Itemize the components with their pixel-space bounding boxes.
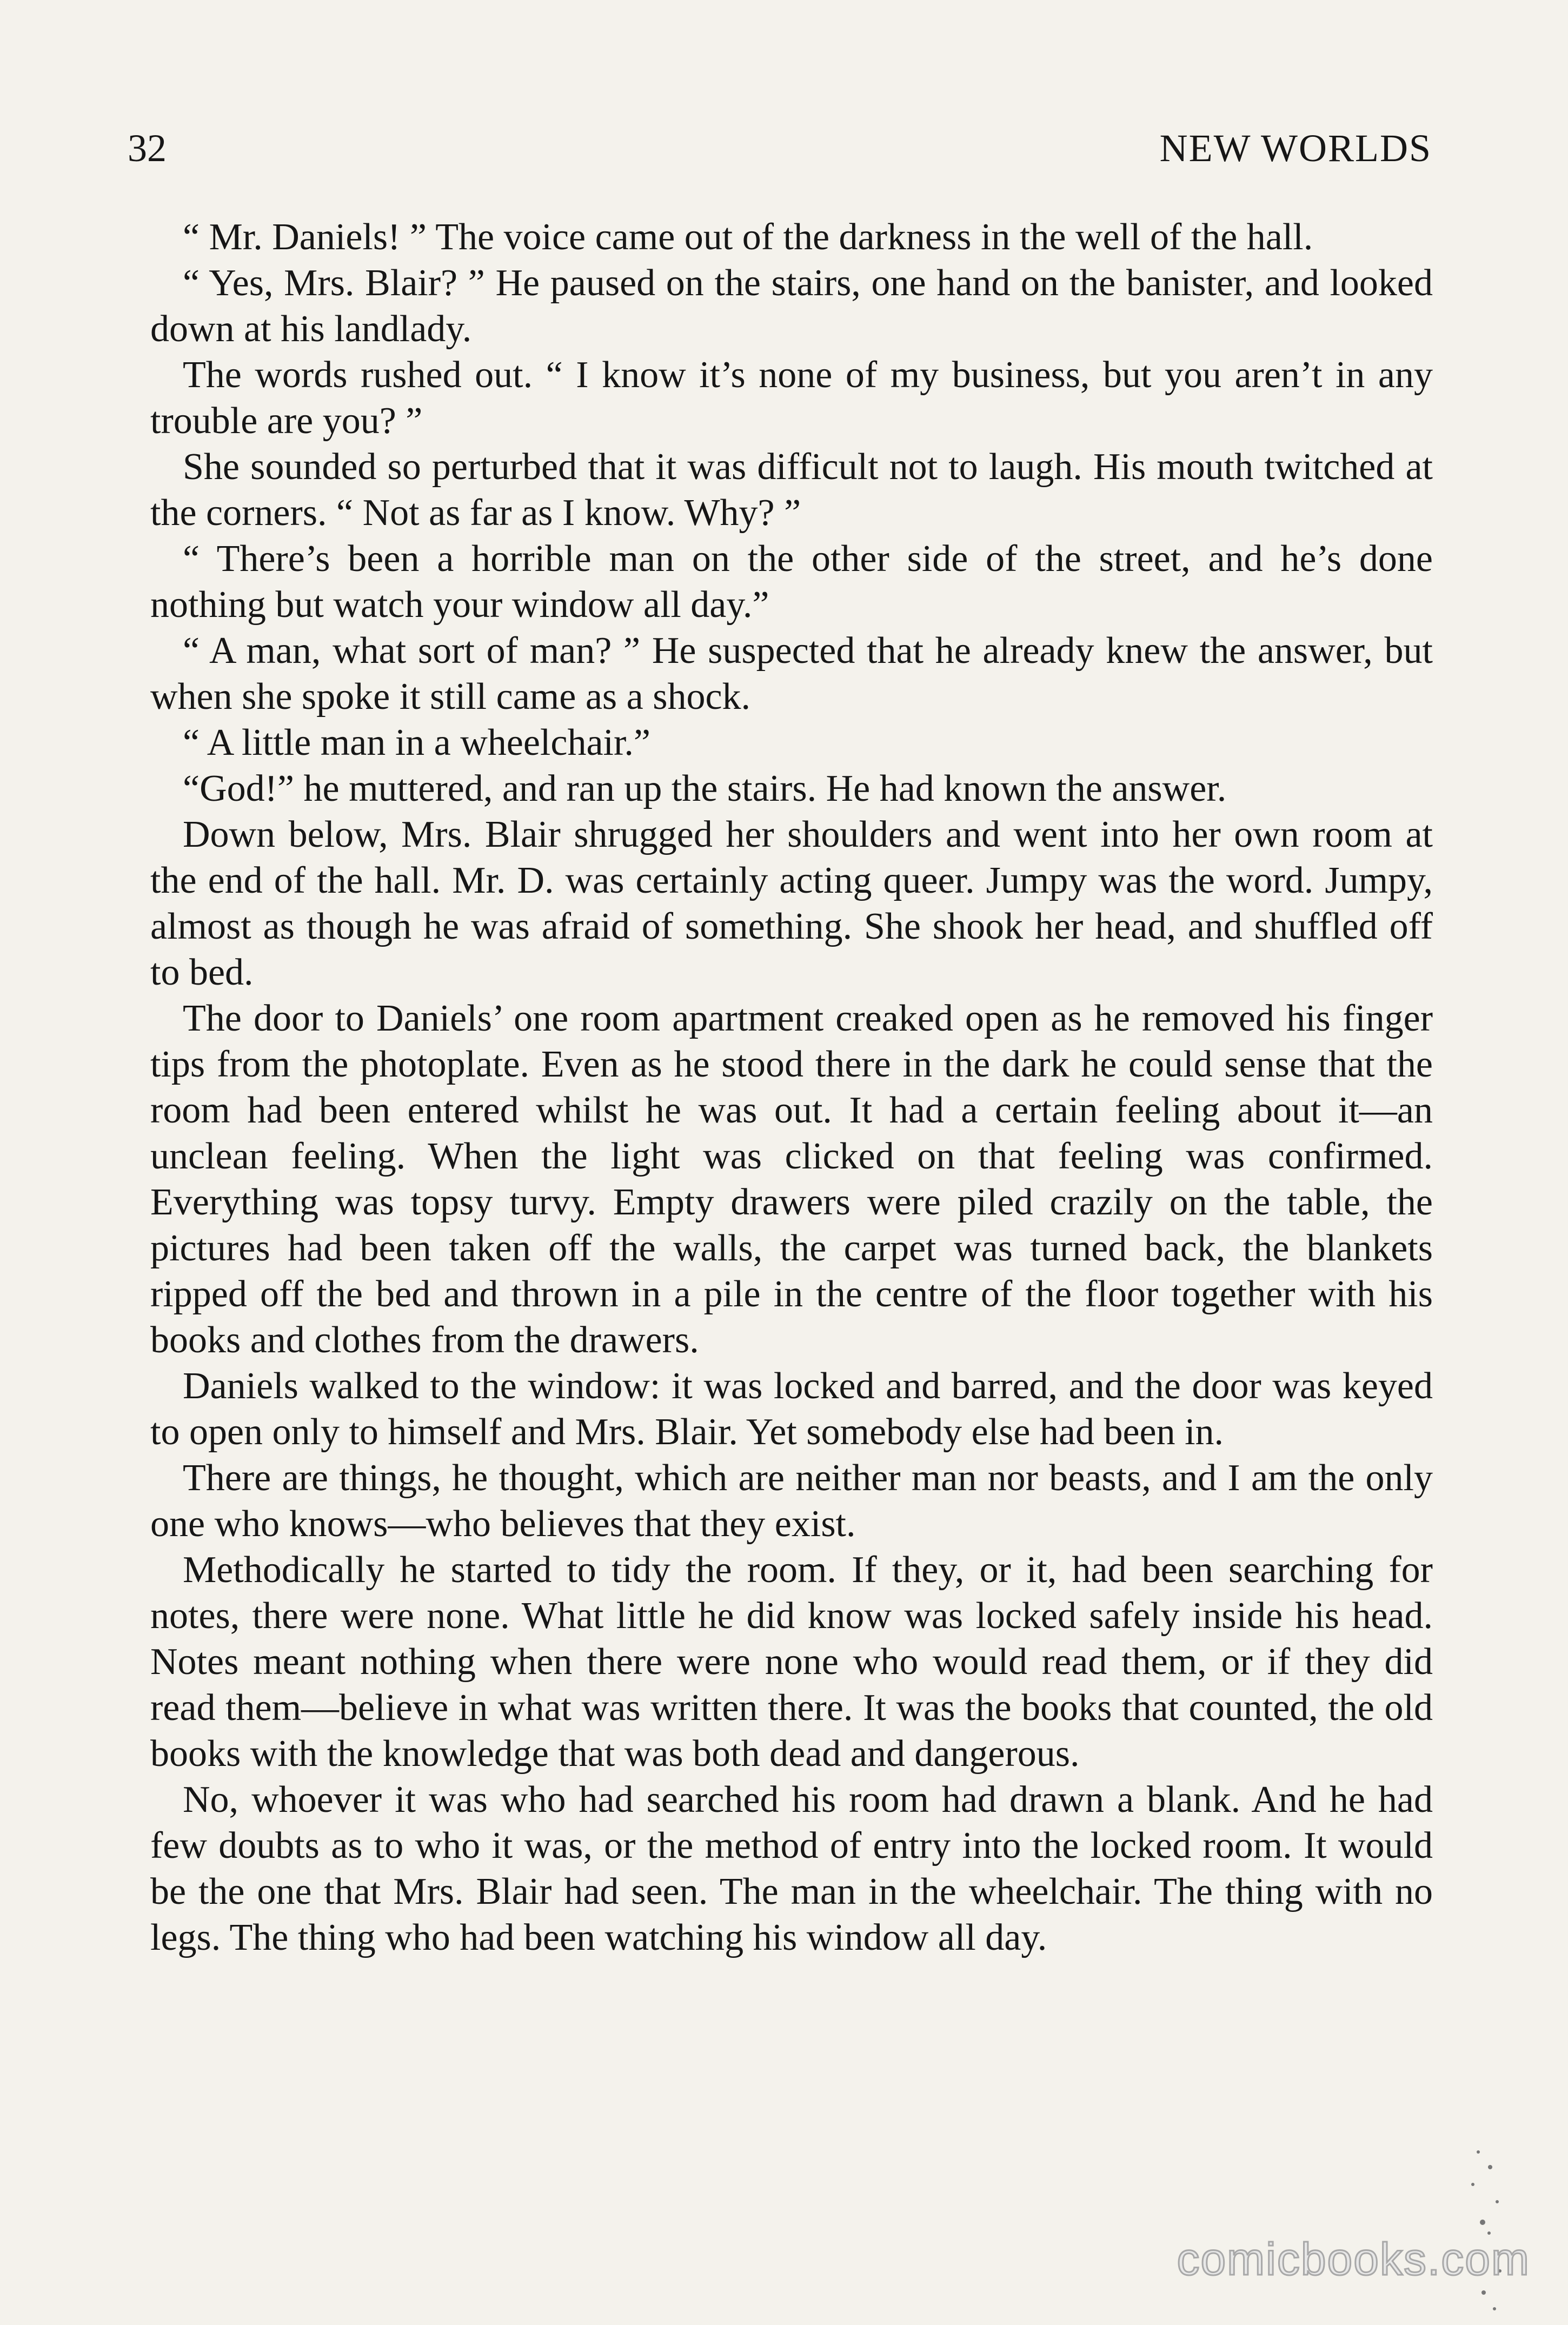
paragraph: She sounded so perturbed that it was difficult not to laugh. His mouth twitched at the corners. “ Not as far as I know. Why? ” bbox=[150, 446, 1433, 534]
paragraph: “ A little man in a wheelchair.” bbox=[183, 722, 650, 763]
paragraph: “ Mr. Daniels! ” The voice came out of the darkness in the well of the hall. bbox=[183, 216, 1313, 258]
body-text bbox=[150, 214, 1433, 1961]
paragraph: There are things, he thought, which are neither man nor beasts, and I am the only one who knows—who believes that they exist. bbox=[150, 1457, 1433, 1545]
paragraph: “ There’s been a horrible man on the other side of the street, and he’s done nothing but watch your window all day.” bbox=[150, 538, 1433, 626]
paragraph: Methodically he started to tidy the room. If they, or it, had been searching for notes, there were none. What little he did know was locked safely inside his head. Notes meant nothing when there were none who would read them, or if they did read them—believe in what was written there. It was the books that counted, the old books with the knowledge that was both dead and dangerous. bbox=[150, 1549, 1433, 1775]
paragraph: The words rushed out. “ I know it’s none of my business, but you aren’t in any trouble are you? ” bbox=[150, 354, 1433, 442]
page-number: 32 bbox=[128, 127, 167, 170]
paragraph: The door to Daniels’ one room apartment creaked open as he removed his finger tips from the photoplate. Even as he stood there in the dark he could sense that the room had been entered whilst he was out. It had a certain feeling about it—an unclean feeling. When the light was clicked on that feeling was confirmed. Everything was topsy turvy. Empty drawers were piled crazily on the table, the pictures had been taken off the walls, the carpet was turned back, the blankets ripped off the bed and thrown in a pile in the centre of the floor together with his books and clothes from the drawers. bbox=[150, 998, 1433, 1361]
paragraph: “God!” he muttered, and ran up the stairs. He had known the answer. bbox=[183, 768, 1227, 809]
paragraph: “ Yes, Mrs. Blair? ” He paused on the stairs, one hand on the banister, and looked down at his landlady. bbox=[150, 262, 1433, 350]
ink-smudge-marks bbox=[1457, 2141, 1516, 2320]
watermark: comicbooks.com bbox=[1177, 2234, 1530, 2284]
paragraph: No, whoever it was who had searched his room had drawn a blank. And he had few doubts as to who it was, or the method of entry into the locked room. It would be the one that Mrs. Blair had seen. The man in the wheelchair. The thing with no legs. The thing who had been watching his window all day. bbox=[150, 1779, 1433, 1958]
paragraph: “ A man, what sort of man? ” He suspected that he already knew the answer, but when she spoke it still came as a shock. bbox=[150, 630, 1433, 718]
paragraph: Daniels walked to the window: it was locked and barred, and the door was keyed to open only to himself and Mrs. Blair. Yet somebody else had been in. bbox=[150, 1365, 1433, 1453]
running-title: NEW WORLDS bbox=[1159, 127, 1432, 170]
paragraph: Down below, Mrs. Blair shrugged her shoulders and went into her own room at the end of the hall. Mr. D. was certainly acting queer. Jumpy was the word. Jumpy, almost as though he was afraid of something. She shook her head, and shuffled off to bed. bbox=[150, 814, 1433, 993]
